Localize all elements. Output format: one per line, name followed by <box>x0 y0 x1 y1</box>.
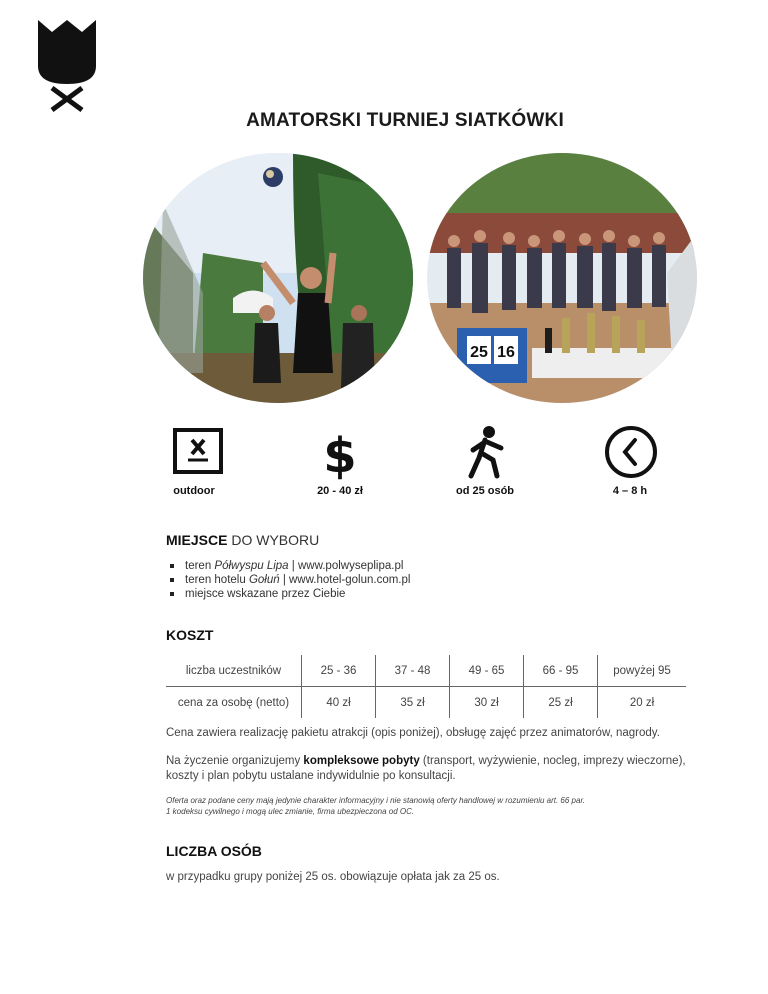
tournament-crowd-photo <box>427 153 697 403</box>
place-list <box>170 559 410 601</box>
svg-text:$: $ <box>323 428 357 480</box>
scoreboard-right: 16 <box>497 344 515 361</box>
feature-label-people: od 25 osób <box>455 485 515 497</box>
list-item: miejsce wskazane przez Ciebie <box>170 587 410 601</box>
list-item: teren hotelu Gołuń | www.hotel-golun.com.pl <box>170 573 410 587</box>
dollar-icon <box>312 424 368 480</box>
feature-label-duration: 4 – 8 h <box>612 485 648 497</box>
brand-logo <box>36 18 98 114</box>
price-note: Cena zawiera realizację pakietu atrakcji (opis poniżej), obsługę zajęć przez animatorów, nagrody. <box>166 727 660 739</box>
clock-back-icon <box>603 424 659 480</box>
page-title: AMATORSKI TURNIEJ SIATKÓWKI <box>246 110 564 131</box>
people-heading: LICZBA OSÓB <box>166 843 262 859</box>
feature-label-outdoor: outdoor <box>173 485 215 497</box>
table-row: liczba uczestników 25 - 36 37 - 48 49 - 65 66 - 95 powyżej 95 <box>166 655 686 687</box>
list-item: teren Półwyspu Lipa | www.polwyseplipa.pl <box>170 559 410 573</box>
offer-paragraph: Na życzenie organizujemy kompleksowe pobyty (transport, wyżywienie, nocleg, imprezy wieczorne), koszty i plan pobytu ustalane indywidulnie po konsultacji. <box>166 755 686 782</box>
cost-table <box>166 655 686 718</box>
scoreboard-left: 25 <box>470 344 488 361</box>
person-walking-icon <box>459 424 515 480</box>
place-heading: MIEJSCE DO WYBORU <box>166 532 320 548</box>
cost-heading: KOSZT <box>166 627 214 643</box>
feature-label-price: 20 - 40 zł <box>317 485 363 497</box>
table-row: cena za osobę (netto) 40 zł 35 zł 30 zł 25 zł 20 zł <box>166 687 686 719</box>
people-note: w przypadku grupy poniżej 25 os. obowiązuje opłata jak za 25 os. <box>166 871 500 883</box>
disclaimer: Oferta oraz podane ceny mają jedynie charakter informacyjny i nie stanowią oferty handlowej w rozumieniu art. 66 par. 1 kodeksu cywilnego i mogą ulec zmianie, firma ubezpieczona od OC. <box>166 796 586 816</box>
outdoor-icon <box>171 424 227 480</box>
volleyball-player-photo <box>143 153 413 403</box>
